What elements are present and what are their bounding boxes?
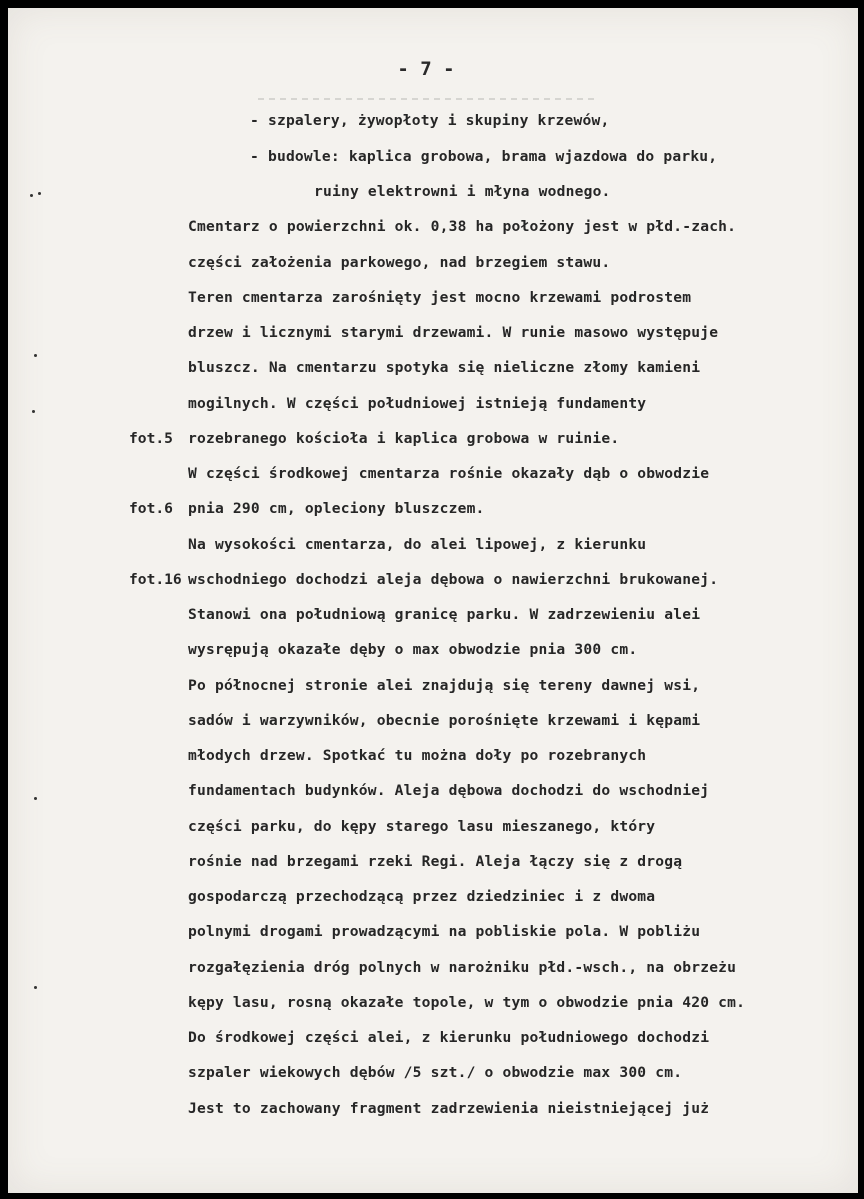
text-line: Cmentarz o powierzchni ok. 0,38 ha położony jest w płd.-zach. xyxy=(188,218,737,235)
text-line: Po północnej stronie alei znajdują się tereny dawnej wsi, xyxy=(188,677,701,694)
text-line: Teren cmentarza zarośnięty jest mocno krzewami podrostem xyxy=(188,289,692,306)
photo-reference: fot.16 xyxy=(129,571,182,588)
text-line: Jest to zachowany fragment zadrzewienia nieistniejącej już xyxy=(188,1100,710,1117)
text-line: Do środkowej części alei, z kierunku południowego dochodzi xyxy=(188,1029,710,1046)
text-line: gospodarczą przechodzącą przez dziedziniec i z dwoma xyxy=(188,888,656,905)
punch-hole-mark xyxy=(32,410,35,413)
text-line: części założenia parkowego, nad brzegiem stawu. xyxy=(188,254,611,271)
text-line: rozgałęzienia dróg polnych w narożniku płd.-wsch., na obrzeżu xyxy=(188,959,737,976)
text-line: mogilnych. W części południowej istnieją fundamenty xyxy=(188,395,647,412)
text-line: szpaler wiekowych dębów /5 szt./ o obwodzie max 300 cm. xyxy=(188,1064,683,1081)
text-line: rośnie nad brzegami rzeki Regi. Aleja łączy się z drogą xyxy=(188,853,683,870)
punch-hole-mark xyxy=(34,354,37,357)
text-line: sadów i warzywników, obecnie porośnięte krzewami i kępami xyxy=(188,712,701,729)
bleed-through-mark xyxy=(258,98,598,100)
document-page xyxy=(8,8,858,1193)
punch-hole-mark xyxy=(34,797,37,800)
text-line: Stanowi ona południową granicę parku. W zadrzewieniu alei xyxy=(188,606,701,623)
text-line: bluszcz. Na cmentarzu spotyka się nieliczne złomy kamieni xyxy=(188,359,701,376)
text-line: rozebranego kościoła i kaplica grobowa w ruinie. xyxy=(188,430,620,447)
text-line: młodych drzew. Spotkać tu można doły po rozebranych xyxy=(188,747,647,764)
text-line: kępy lasu, rosną okazałe topole, w tym o obwodzie pnia 420 cm. xyxy=(188,994,746,1011)
text-line: polnymi drogami prowadzącymi na pobliskie pola. W pobliżu xyxy=(188,923,701,940)
photo-reference: fot.6 xyxy=(129,500,173,517)
photo-reference: fot.5 xyxy=(129,430,173,447)
text-line: części parku, do kępy starego lasu mieszanego, który xyxy=(188,818,656,835)
text-line: ruiny elektrowni i młyna wodnego. xyxy=(314,183,611,200)
text-line: pnia 290 cm, opleciony bluszczem. xyxy=(188,500,485,517)
text-line: Na wysokości cmentarza, do alei lipowej, z kierunku xyxy=(188,536,647,553)
punch-hole-mark xyxy=(38,192,41,195)
text-line: - budowle: kaplica grobowa, brama wjazdowa do parku, xyxy=(250,148,718,165)
punch-hole-mark xyxy=(34,986,37,989)
text-line: wysrępują okazałe dęby o max obwodzie pnia 300 cm. xyxy=(188,641,638,658)
punch-hole-mark xyxy=(30,194,33,197)
text-line: - szpalery, żywopłoty i skupiny krzewów, xyxy=(250,112,610,129)
page-number: - 7 - xyxy=(397,58,455,80)
text-line: W części środkowej cmentarza rośnie okazały dąb o obwodzie xyxy=(188,465,710,482)
text-line: wschodniego dochodzi aleja dębowa o nawierzchni brukowanej. xyxy=(188,571,719,588)
text-line: fundamentach budynków. Aleja dębowa dochodzi do wschodniej xyxy=(188,782,710,799)
text-line: drzew i licznymi starymi drzewami. W runie masowo występuje xyxy=(188,324,719,341)
